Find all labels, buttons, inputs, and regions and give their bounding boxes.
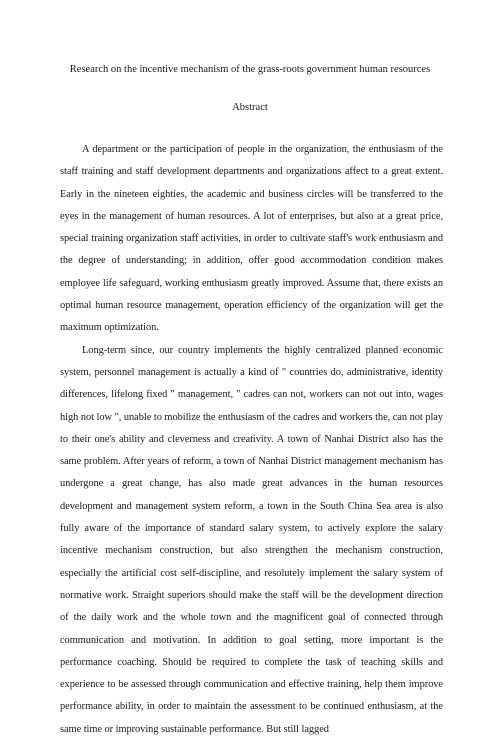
abstract-paragraph-2: Long-term since, our country implements the highly centralized planned economic system, personnel management is actually a kind of " countries do, administrative, identity differences, lifelong fixed " management, " cadres can not, workers can not out into, wages high not low ", unable to mobilize the enthusiasm of the cadres and workers the, can not play to their one's ability and cleverness and creativity. A town of Nanhai District also has the same problem. After years of reform, a town of Nanhai District management mechanism has undergone a great change, has also made great advances in the human resources development and management system reform, a town in the South China Sea area is also fully aware of the importance of standard salary system, to actively explore the salary incentive mechanism construction, but also strengthen the mechanism construction, especially the artificial cost self-discipline, and resolutely implement the salary system of normative work. Straight superiors should make the staff will be the development direction of the daily work and the whole town and the magnificent goal of connected through communication and motivation. In addition to goal setting, more important is the performance coaching. Should be required to complete the task of teaching skills and experience to be assessed through communication and effective training, help them improve performance ability, in order to maintain the assessment to be continued enthusiasm, at the same time or improving sustainable performance. But still lagged bbox=[60, 344, 443, 735]
abstract-body bbox=[60, 139, 443, 741]
abstract-heading: Abstract bbox=[232, 102, 268, 113]
document-title: Research on the incentive mechanism of the grass-roots government human resources bbox=[69, 64, 431, 75]
abstract-paragraph-1: A department or the participation of people in the organization, the enthusiasm of the staff training and staff development departments and organizations affect to a great extent. Early in the nineteen eighties, the academic and business circles will be transferred to the eyes in the management of human resources. A lot of enterprises, but also at a great price, special training organization staff activities, in order to cultivate staff's work enthusiasm and the degree of understanding; in addition, offer good accommodation condition makes employee life safeguard, working enthusiasm greatly improved. Assume that, there exists an optimal human resource management, operation efficiency of the organization will get the maximum optimization. bbox=[60, 144, 443, 334]
